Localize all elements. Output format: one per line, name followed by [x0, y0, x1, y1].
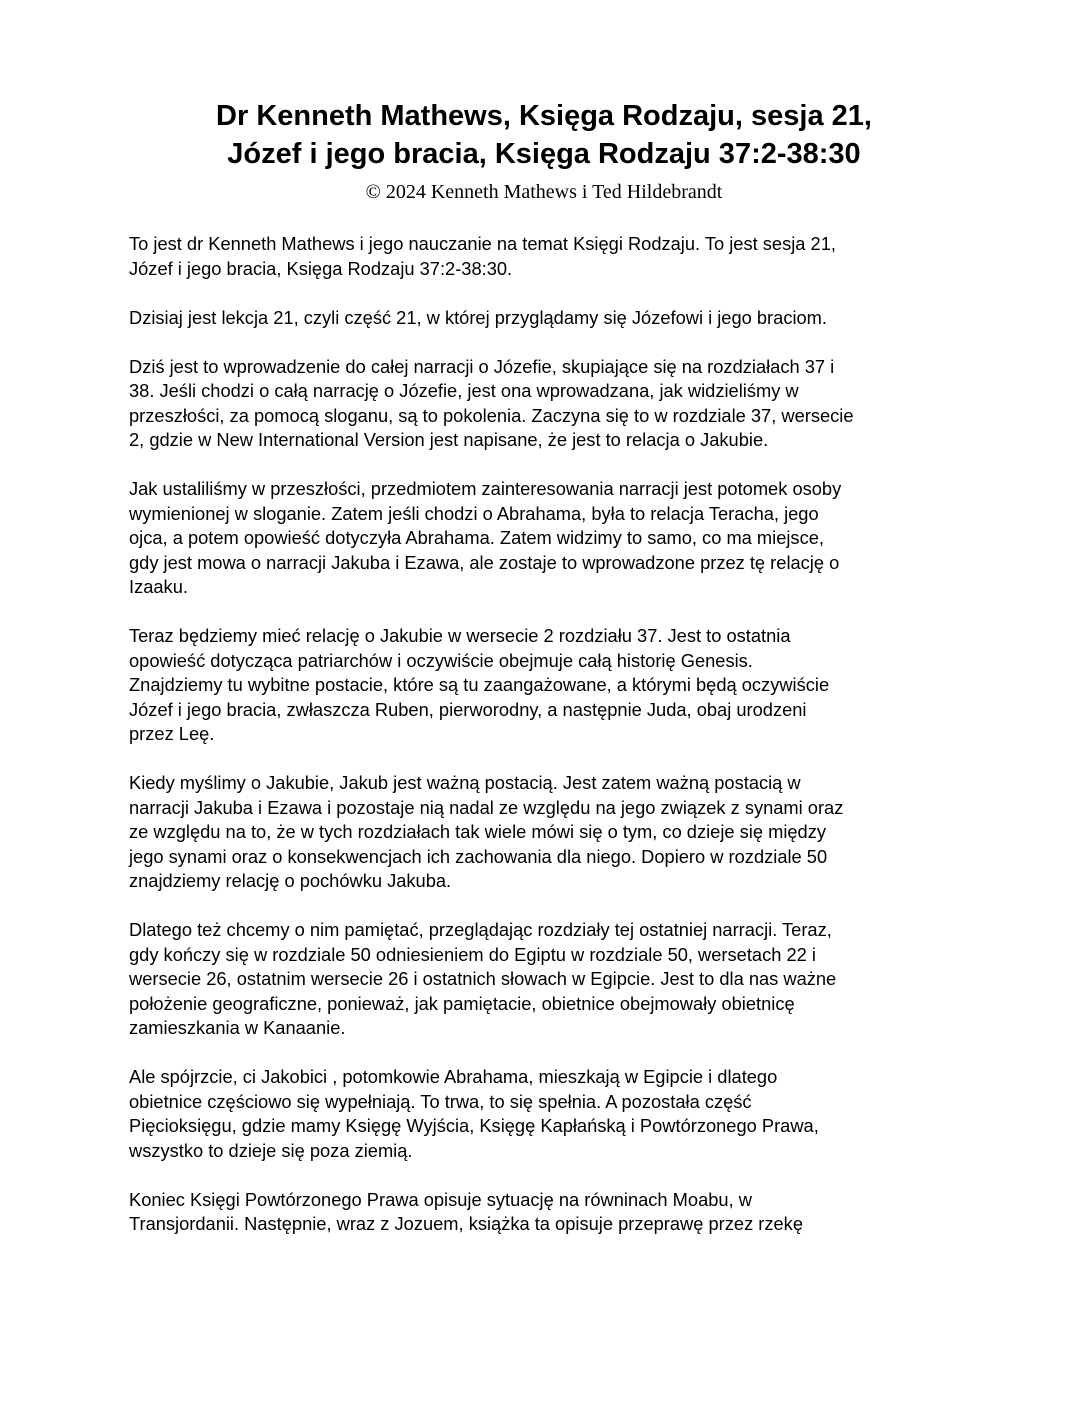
copyright-notice: © 2024 Kenneth Mathews i Ted Hildebrandt — [365, 181, 723, 203]
paragraph — [129, 624, 961, 747]
text-line: narracji Jakuba i Ezawa i pozostaje nią nadal ze względu na jego związek z synami oraz — [129, 796, 844, 818]
text-line: ze względu na to, że w tych rozdziałach tak wiele mówi się o tym, co dzieje się między — [129, 821, 827, 842]
text-line: przeszłości, za pomocą sloganu, są to pokolenia. Zaczyna się to w rozdziale 37, wersecie — [129, 404, 854, 426]
paragraph — [129, 1065, 961, 1163]
text-line: znajdziemy relację o pochówku Jakuba. — [129, 870, 452, 891]
text-line: Dziś jest to wprowadzenie do całej narracji o Józefie, skupiające się na rozdziałach 37 i — [129, 355, 835, 377]
text-line: Znajdziemy tu wybitne postacie, które są tu zaangażowane, a którymi będą oczywiście — [129, 674, 830, 695]
text-line: Koniec Księgi Powtórzonego Prawa opisuje sytuację na równinach Moabu, w — [129, 1188, 752, 1210]
paragraph — [129, 355, 961, 453]
paragraph — [129, 477, 961, 600]
text-line: Dzisiaj jest lekcja 21, czyli część 21, w której przyglądamy się Józefowi i jego braciom. — [129, 306, 827, 328]
page-title — [0, 97, 1088, 173]
text-line: Józef i jego bracia, zwłaszcza Ruben, pierworodny, a następnie Juda, obaj urodzeni — [129, 698, 807, 720]
text-line: opowieść dotycząca patriarchów i oczywiście obejmuje całą historię Genesis. — [129, 649, 753, 671]
text-line: wszystko to dzieje się poza ziemią. — [129, 1139, 413, 1161]
transcript-body — [129, 232, 961, 1261]
paragraph — [129, 918, 961, 1041]
text-line: Izaaku. — [129, 576, 188, 597]
text-line: położenie geograficzne, ponieważ, jak pamiętacie, obietnice obejmowały obietnicę — [129, 992, 795, 1014]
text-line: ojca, a potem opowieść dotyczyła Abrahama. Zatem widzimy to samo, co ma miejsce, — [129, 527, 824, 548]
paragraph — [129, 1188, 961, 1237]
text-line: wymienionej w sloganie. Zatem jeśli chodzi o Abrahama, była to relacja Teracha, jego — [129, 502, 819, 524]
text-line: Ale spójrzcie, ci Jakobici , potomkowie Abrahama, mieszkają w Egipcie i dlatego — [129, 1066, 778, 1087]
text-line: przez Leę. — [129, 723, 215, 744]
text-line: jego synami oraz o konsekwencjach ich zachowania dla niego. Dopiero w rozdziale 50 — [129, 845, 828, 867]
paragraph — [129, 771, 961, 894]
text-line: To jest dr Kenneth Mathews i jego nauczanie na temat Księgi Rodzaju. To jest sesja 21, — [129, 233, 836, 254]
text-line: 2, gdzie w New International Version jest napisane, że jest to relacja o Jakubie. — [129, 429, 769, 450]
text-line: gdy jest mowa o narracji Jakuba i Ezawa, ale zostaje to wprowadzone przez tę relację o — [129, 551, 840, 573]
text-line: Kiedy myślimy o Jakubie, Jakub jest ważną postacią. Jest zatem ważną postacią w — [129, 772, 801, 793]
text-line: Dlatego też chcemy o nim pamiętać, przeglądając rozdziały tej ostatniej narracji. Teraz, — [129, 919, 832, 940]
title-line: Dr Kenneth Mathews, Księga Rodzaju, sesja 21, — [216, 100, 872, 132]
paragraph — [129, 306, 961, 331]
text-line: gdy kończy się w rozdziale 50 odniesieniem do Egiptu w rozdziale 50, wersetach 22 i — [129, 943, 816, 965]
text-line: Jak ustaliliśmy w przeszłości, przedmiotem zainteresowania narracji jest potomek osoby — [129, 478, 842, 499]
text-line: zamieszkania w Kanaanie. — [129, 1017, 346, 1038]
text-line: Pięcioksięgu, gdzie mamy Księgę Wyjścia, Księgę Kapłańską i Powtórzonego Prawa, — [129, 1115, 819, 1136]
title-line: Józef i jego bracia, Księga Rodzaju 37:2-38:30 — [227, 138, 861, 170]
text-line: obietnice częściowo się wypełniają. To trwa, to się spełnia. A pozostała część — [129, 1090, 752, 1112]
text-line: wersecie 26, ostatnim wersecie 26 i ostatnich słowach w Egipcie. Jest to dla nas ważne — [129, 968, 837, 989]
paragraph — [129, 232, 961, 281]
text-line: Józef i jego bracia, Księga Rodzaju 37:2-38:30. — [129, 257, 513, 279]
text-line: Teraz będziemy mieć relację o Jakubie w wersecie 2 rozdziału 37. Jest to ostatnia — [129, 625, 791, 646]
text-line: Transjordanii. Następnie, wraz z Jozuem, książka ta opisuje przeprawę przez rzekę — [129, 1213, 803, 1234]
text-line: 38. Jeśli chodzi o całą narrację o Józefie, jest ona wprowadzana, jak widzieliśmy w — [129, 380, 799, 401]
